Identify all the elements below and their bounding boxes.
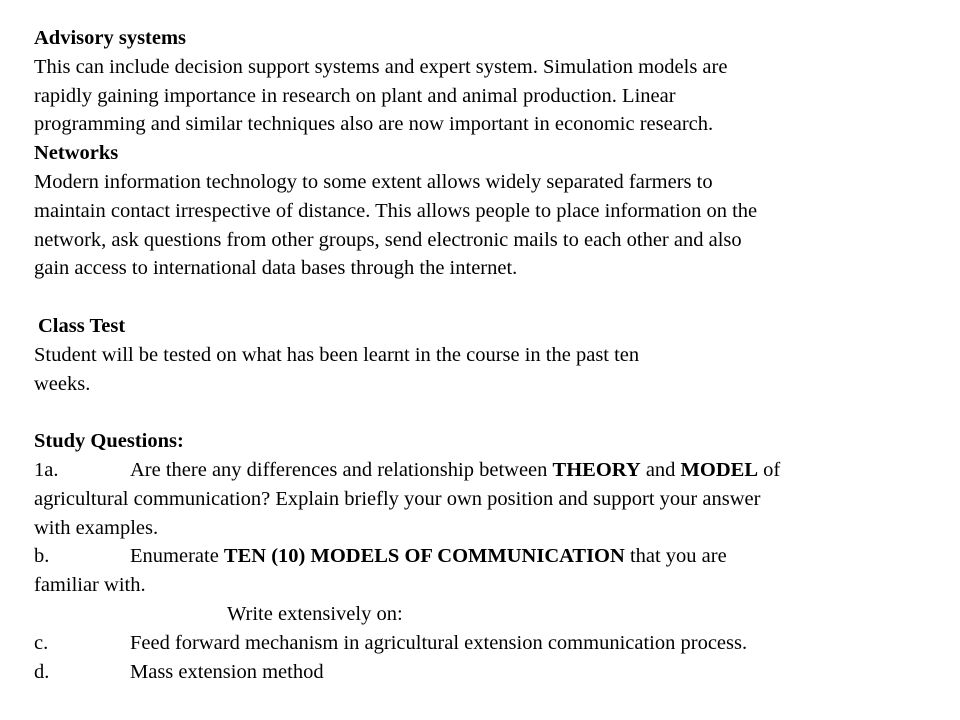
question-1a-line-2: agricultural communication? Explain briefly your own position and support your answer [34,487,761,510]
question-1a-text-mid: and [640,458,681,481]
advisory-line-3: programming and similar techniques also are now important in economic research. [34,113,714,136]
networks-line-3: network, ask questions from other groups, send electronic mails to each other and also [34,228,742,251]
question-1a [34,456,934,485]
networks-heading: Networks [34,142,119,165]
question-b-line-2: familiar with. [34,574,146,597]
networks-line-1: Modern information technology to some extent allows widely separated farmers to [34,170,713,193]
spacer [34,283,934,312]
question-1a-line-3: with examples. [34,516,159,539]
question-1a-text-pre: Are there any differences and relationship between [130,458,553,481]
question-d-text: Mass extension method [130,660,324,683]
question-1a-term-model: MODEL [680,458,758,481]
question-b-label: b. [34,545,50,568]
networks-line-4: gain access to international data bases through the internet. [34,257,518,280]
advisory-heading: Advisory systems [34,27,187,49]
question-1a-text-post: of [758,458,781,481]
question-c [34,629,934,658]
question-c-text: Feed forward mechanism in agricultural extension communication process. [130,631,748,654]
question-b [34,542,934,571]
question-1a-label: 1a. [34,458,59,481]
spacer [34,398,934,427]
class-test-line-2: weeks. [34,372,91,395]
write-extensively-label: Write extensively on: [227,602,403,625]
question-b-text-pre: Enumerate [130,545,224,568]
question-b-term: TEN (10) MODELS OF COMMUNICATION [223,545,625,568]
question-d-label: d. [34,660,50,683]
question-b-text-post: that you are [624,545,727,568]
class-test-line-1: Student will be tested on what has been learnt in the course in the past ten [34,343,640,366]
advisory-line-2: rapidly gaining importance in research on plant and animal production. Linear [34,84,676,107]
advisory-line-1: This can include decision support systems and expert system. Simulation models are [34,55,728,78]
study-questions-heading: Study Questions: [34,430,184,453]
networks-line-2: maintain contact irrespective of distance. This allows people to place information on the [34,199,758,222]
class-test-heading: Class Test [38,314,126,337]
question-c-label: c. [34,631,49,654]
question-d [34,658,934,687]
question-1a-term-theory: THEORY [552,458,641,481]
document-page [34,24,934,686]
